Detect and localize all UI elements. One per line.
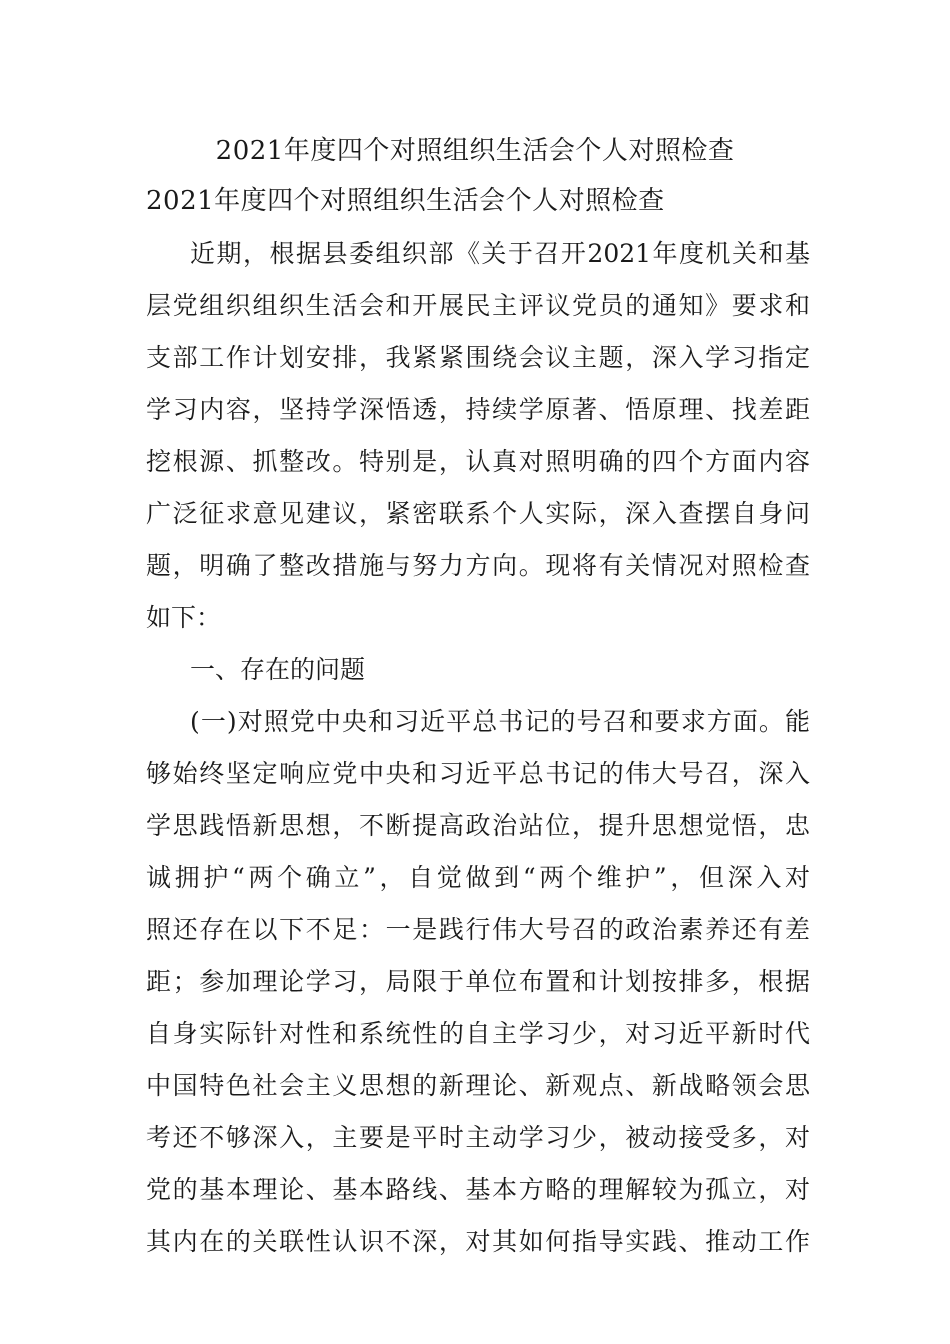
text-line: 照还存在以下不足：一是践行伟大号召的政治素养还有差 — [146, 915, 810, 944]
text-line: 中国特色社会主义思想的新理论、新观点、新战略领会思 — [146, 1071, 810, 1100]
text-line: 一、存在的问题 — [190, 655, 366, 684]
text-line: 题，明确了整改措施与努力方向。现将有关情况对照检查 — [146, 551, 810, 580]
text-line: 如下： — [146, 603, 222, 632]
text-line: 考还不够深入，主要是平时主动学习少，被动接受多，对 — [146, 1123, 810, 1152]
text-line: 广泛征求意见建议，紧密联系个人实际，深入查摆自身问 — [146, 499, 810, 528]
text-line: 层党组织组织生活会和开展民主评议党员的通知》要求和 — [146, 291, 810, 320]
text-line: 自身实际针对性和系统性的自主学习少，对习近平新时代 — [146, 1019, 810, 1048]
text-line: 挖根源、抓整改。特别是，认真对照明确的四个方面内容 — [146, 447, 810, 476]
text-line: 学习内容，坚持学深悟透，持续学原著、悟原理、找差距 — [146, 395, 810, 424]
text-line: 学思践悟新思想，不断提高政治站位，提升思想觉悟，忠 — [146, 811, 810, 840]
text-line: (一)对照党中央和习近平总书记的号召和要求方面。能 — [190, 707, 810, 736]
text-line: 支部工作计划安排，我紧紧围绕会议主题，深入学习指定 — [146, 343, 810, 372]
document-subtitle: 2021年度四个对照组织生活会个人对照检查 — [146, 186, 665, 216]
text-line: 诚拥护“两个确立”，自觉做到“两个维护”，但深入对 — [146, 863, 810, 892]
document-title: 2021年度四个对照组织生活会个人对照检查 — [215, 136, 735, 166]
text-line: 近期，根据县委组织部《关于召开2021年度机关和基 — [190, 239, 810, 268]
text-line: 距；参加理论学习，局限于单位布置和计划按排多，根据 — [146, 967, 810, 996]
text-line: 其内在的关联性认识不深，对其如何指导实践、推动工作 — [146, 1227, 810, 1256]
text-line: 党的基本理论、基本路线、基本方略的理解较为孤立，对 — [146, 1175, 810, 1204]
document-body — [146, 228, 810, 1268]
text-line: 够始终坚定响应党中央和习近平总书记的伟大号召，深入 — [146, 759, 810, 788]
